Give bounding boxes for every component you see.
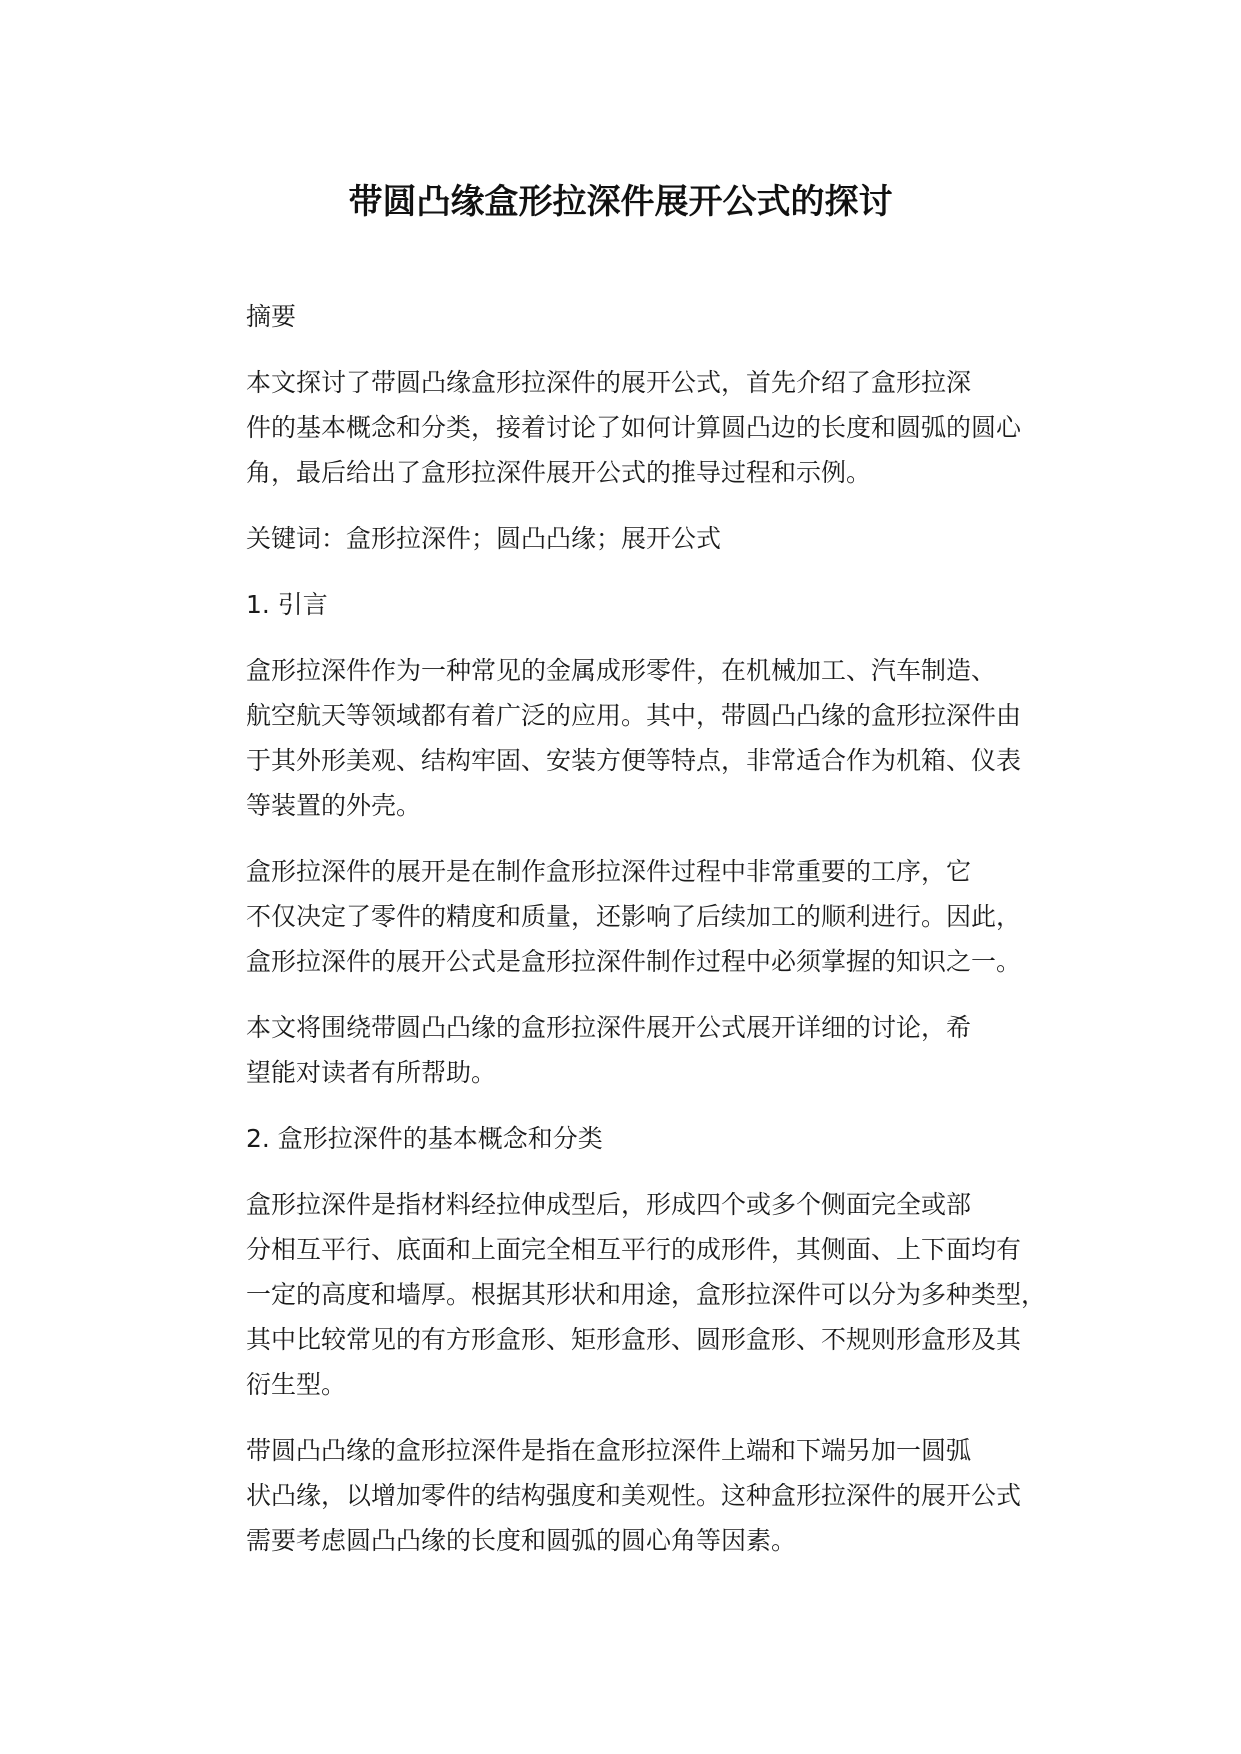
text-line: 件的基本概念和分类，接着讨论了如何计算圆凸边的长度和圆弧的圆心 — [246, 413, 1022, 442]
text-line: 盒形拉深件是指材料经拉伸成型后，形成四个或多个侧面完全或部 — [246, 1190, 972, 1219]
text-line: 不仅决定了零件的精度和质量，还影响了后续加工的顺利进行。因此， — [246, 902, 1022, 931]
abstract-body — [190, 360, 1090, 495]
text-line: 盒形拉深件作为一种常见的金属成形零件，在机械加工、汽车制造、 — [246, 656, 997, 685]
text-line: 2. 盒形拉深件的基本概念和分类 — [246, 1124, 603, 1153]
text-line: 带圆凸凸缘的盒形拉深件是指在盒形拉深件上端和下端另加一圆弧 — [246, 1436, 972, 1465]
text-line: 盒形拉深件的展开是在制作盒形拉深件过程中非常重要的工序，它 — [246, 857, 972, 886]
text-line: 角，最后给出了盒形拉深件展开公式的推导过程和示例。 — [246, 458, 872, 487]
text-line: 航空航天等领域都有着广泛的应用。其中，带圆凸凸缘的盒形拉深件由 — [246, 701, 1022, 730]
keywords — [190, 516, 1090, 561]
text-line: 本文探讨了带圆凸缘盒形拉深件的展开公式，首先介绍了盒形拉深 — [246, 368, 972, 397]
document-title: 带圆凸缘盒形拉深件展开公式的探讨 — [348, 182, 893, 222]
concept-paragraph-1 — [190, 1182, 1090, 1407]
document-body — [190, 294, 1090, 1584]
text-line: 1. 引言 — [246, 590, 328, 619]
abstract-heading — [190, 294, 1090, 339]
text-line: 状凸缘，以增加零件的结构强度和美观性。这种盒形拉深件的展开公式 — [246, 1481, 1022, 1510]
text-line: 于其外形美观、结构牢固、安装方便等特点，非常适合作为机箱、仪表 — [246, 746, 1022, 775]
text-line: 其中比较常见的有方形盒形、矩形盒形、圆形盒形、不规则形盒形及其 — [246, 1325, 1022, 1354]
intro-paragraph-3 — [190, 1005, 1090, 1095]
text-line: 一定的高度和墙厚。根据其形状和用途，盒形拉深件可以分为多种类型， — [246, 1280, 1047, 1309]
concept-paragraph-2 — [190, 1428, 1090, 1563]
text-line: 摘要 — [246, 302, 297, 331]
text-line: 等装置的外壳。 — [246, 791, 422, 820]
intro-paragraph-2 — [190, 849, 1090, 984]
text-line: 关键词：盒形拉深件；圆凸凸缘；展开公式 — [246, 524, 722, 553]
text-line: 望能对读者有所帮助。 — [246, 1058, 497, 1087]
intro-paragraph-1 — [190, 648, 1090, 828]
text-line: 盒形拉深件的展开公式是盒形拉深件制作过程中必须掌握的知识之一。 — [246, 947, 1022, 976]
text-line: 本文将围绕带圆凸凸缘的盒形拉深件展开公式展开详细的讨论，希 — [246, 1013, 972, 1042]
text-line: 分相互平行、底面和上面完全相互平行的成形件，其侧面、上下面均有 — [246, 1235, 1022, 1264]
section-2-heading — [190, 1116, 1090, 1161]
text-line: 需要考虑圆凸凸缘的长度和圆弧的圆心角等因素。 — [246, 1526, 797, 1555]
text-line: 衍生型。 — [246, 1370, 347, 1399]
section-1-heading — [190, 582, 1090, 627]
